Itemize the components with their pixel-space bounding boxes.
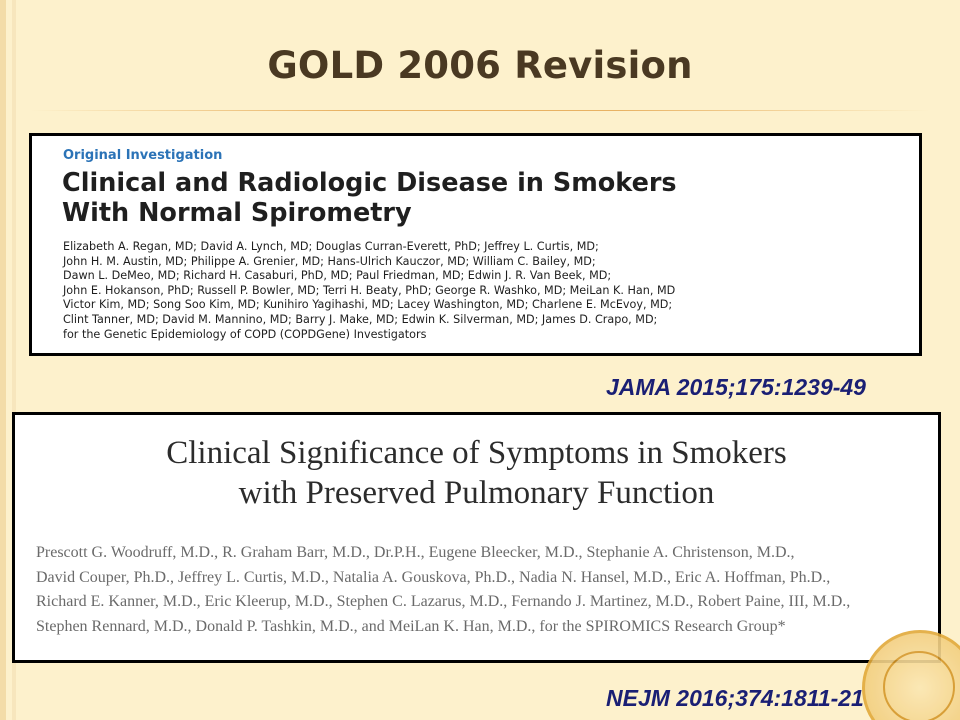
author-line: David Couper, Ph.D., Jeffrey L. Curtis, M.D., Natalia A. Gouskova, Ph.D., Nadia N. Hansel, M.D., Eric A. Hoffman, Ph.D., — [36, 568, 831, 586]
slide-title: GOLD 2006 Revision — [267, 44, 693, 87]
author-line: John E. Hokanson, PhD; Russell P. Bowler, MD; Terri H. Beaty, PhD; George R. Washko, MD; MeiLan K. Han, MD — [63, 283, 676, 297]
author-list — [63, 240, 922, 342]
article-title-line: With Normal Spirometry — [62, 198, 412, 228]
author-line: Richard E. Kanner, M.D., Eric Kleerup, M.D., Stephen C. Lazarus, M.D., Fernando J. Martinez, M.D., Robert Paine, III, M.D., — [36, 593, 851, 610]
author-line: for the Genetic Epidemiology of COPD (COPDGene) Investigators — [63, 327, 427, 341]
author-list — [36, 541, 936, 639]
seal-inner-ring — [883, 651, 955, 720]
article-title — [62, 168, 912, 228]
title-divider — [30, 110, 930, 111]
article-title-line: Clinical and Radiologic Disease in Smokers — [62, 168, 677, 198]
author-line: Stephen Rennard, M.D., Donald P. Tashkin, M.D., and MeiLan K. Han, M.D., for the SPIROMICS Research Group* — [36, 617, 786, 635]
article-title — [15, 433, 938, 513]
left-decor-stripe — [0, 0, 6, 720]
author-line: Prescott G. Woodruff, M.D., R. Graham Barr, M.D., Dr.P.H., Eugene Bleecker, M.D., Stephanie A. Christenson, M.D., — [36, 544, 795, 561]
citation-jama: JAMA 2015;175:1239-49 — [606, 374, 866, 400]
article-nejm-excerpt — [12, 412, 941, 663]
author-line: Elizabeth A. Regan, MD; David A. Lynch, MD; Douglas Curran-Everett, PhD; Jeffrey L. Curtis, MD; — [63, 240, 599, 253]
article-jama-excerpt — [29, 133, 922, 356]
article-title-line: with Preserved Pulmonary Function — [238, 475, 715, 511]
citation-nejm: NEJM 2016;374:1811-21 — [606, 685, 864, 711]
author-line: John H. M. Austin, MD; Philippe A. Grenier, MD; Hans-Ulrich Kauczor, MD; William C. Bailey, MD; — [63, 254, 596, 268]
article-title-line: Clinical Significance of Symptoms in Smokers — [166, 435, 787, 471]
author-line: Clint Tanner, MD; David M. Mannino, MD; Barry J. Make, MD; Edwin K. Silverman, MD; James D. Crapo, MD; — [63, 312, 658, 326]
author-line: Dawn L. DeMeo, MD; Richard H. Casaburi, PhD, MD; Paul Friedman, MD; Edwin J. R. Van Beek, MD; — [63, 269, 612, 283]
author-line: Victor Kim, MD; Song Soo Kim, MD; Kunihiro Yagihashi, MD; Lacey Washington, MD; Charlene E. McEvoy, MD; — [63, 298, 673, 312]
section-label: Original Investigation — [63, 148, 223, 163]
